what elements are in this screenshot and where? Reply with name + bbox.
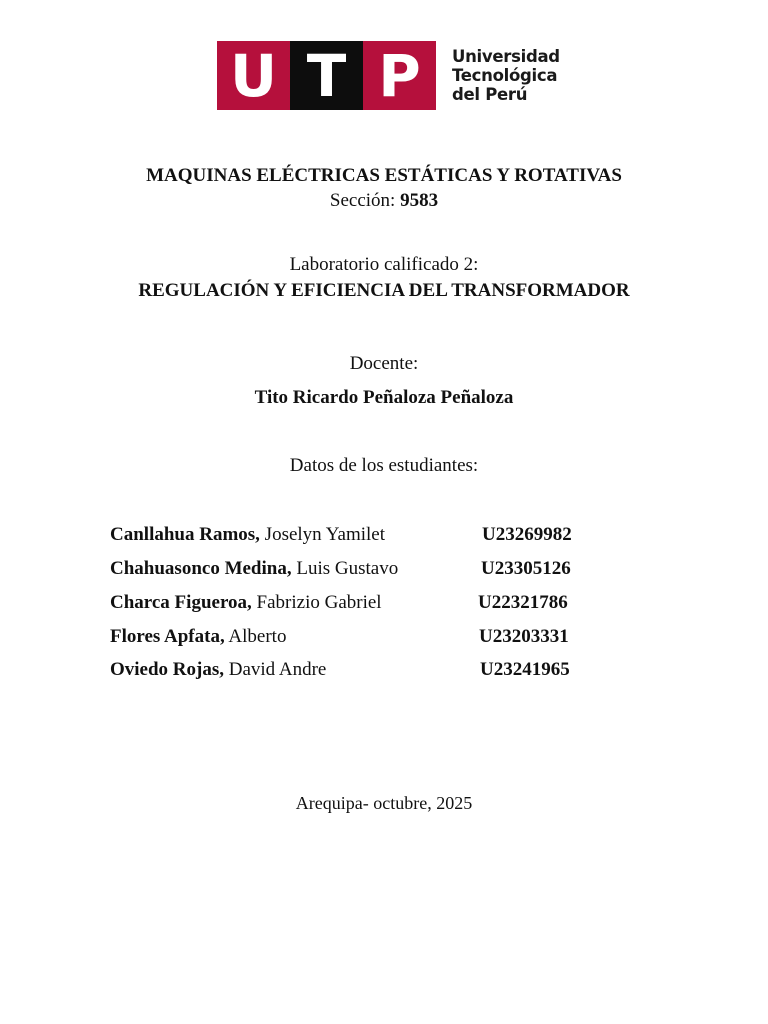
utp-logo xyxy=(217,41,560,110)
logo-university-name xyxy=(452,47,560,104)
course-section xyxy=(0,189,768,213)
student-name xyxy=(110,658,326,682)
logo-block-t: T xyxy=(290,41,363,110)
place-date: Arequipa- octubre, 2025 xyxy=(295,793,473,813)
logo-line-1: Universidad xyxy=(452,47,560,66)
section-label: Sección: xyxy=(329,190,396,211)
lab-title: REGULACIÓN Y EFICIENCIA DEL TRANSFORMADOR xyxy=(138,280,630,301)
course-title: MAQUINAS ELÉCTRICAS ESTÁTICAS Y ROTATIVAS xyxy=(146,165,622,186)
student-given-name: Fabrizio Gabriel xyxy=(256,592,382,613)
logo-block-u: U xyxy=(217,41,290,110)
student-surname: Flores Apfata, xyxy=(110,626,225,647)
student-code: U23269982 xyxy=(482,524,572,545)
student-given-name: Luis Gustavo xyxy=(296,558,399,579)
student-name xyxy=(110,591,382,615)
teacher-label: Docente: xyxy=(349,353,419,374)
student-surname: Canllahua Ramos, xyxy=(110,524,260,545)
student-surname: Charca Figueroa, xyxy=(110,592,252,613)
section-number: 9583 xyxy=(400,190,439,211)
student-given-name: Alberto xyxy=(228,626,287,647)
lab-label: Laboratorio calificado 2: xyxy=(289,254,479,275)
student-code: U23241965 xyxy=(480,659,570,680)
student-surname: Oviedo Rojas, xyxy=(110,659,224,680)
student-name xyxy=(110,523,385,547)
student-given-name: Joselyn Yamilet xyxy=(264,524,386,545)
logo-line-3: del Perú xyxy=(452,85,528,104)
student-code: U23203331 xyxy=(479,626,569,647)
teacher-name: Tito Ricardo Peñaloza Peñaloza xyxy=(254,387,514,408)
student-code: U23305126 xyxy=(481,558,571,579)
students-label: Datos de los estudiantes: xyxy=(289,455,479,476)
student-name xyxy=(110,557,398,581)
student-given-name: David Andre xyxy=(228,659,327,680)
student-code: U22321786 xyxy=(478,592,568,613)
logo-block-p: P xyxy=(363,41,436,110)
student-name xyxy=(110,625,286,649)
student-surname: Chahuasonco Medina, xyxy=(110,558,292,579)
logo-line-2: Tecnológica xyxy=(452,66,558,85)
